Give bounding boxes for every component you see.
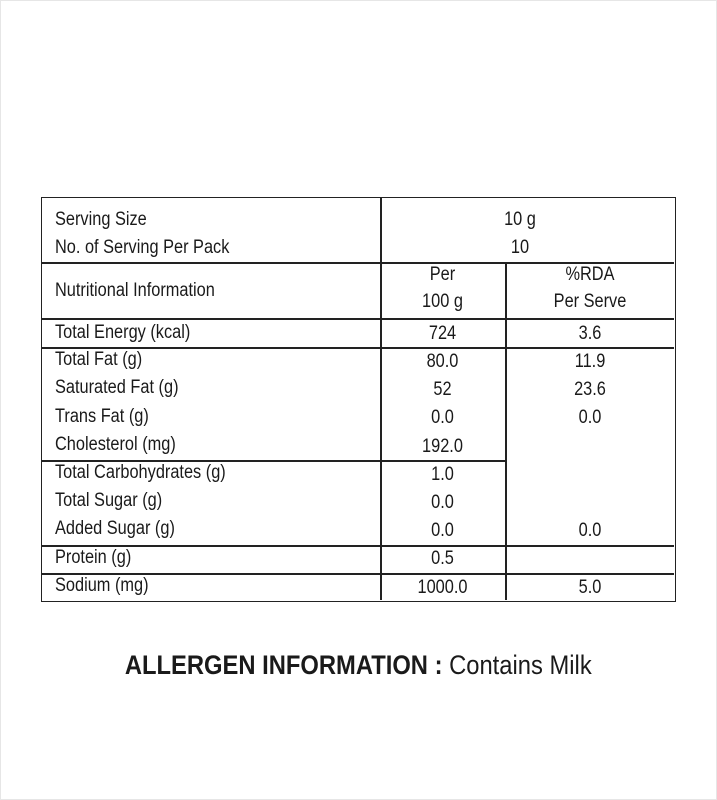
row-divider-carbs [42,545,674,547]
row-rda: 11.9 [574,351,606,372]
row-name: Protein (g) [55,547,132,568]
row-per100: 52 [433,379,452,400]
allergen-label: ALLERGEN INFORMATION : [125,650,443,680]
row-name: Added Sugar (g) [55,518,175,539]
row-name: Total Energy (kcal) [55,322,191,343]
row-per100: 0.5 [431,548,454,569]
row-rda: 23.6 [574,379,606,400]
row-per100: 1000.0 [417,577,468,598]
row-name: Total Carbohydrates (g) [55,462,226,483]
serving-count-label: No. of Serving Per Pack [55,237,230,258]
rda-header-line2: Per Serve [553,291,627,312]
row-rda: 3.6 [578,323,602,344]
row-name: Cholesterol (mg) [55,434,176,455]
row-name: Trans Fat (g) [55,406,149,427]
allergen-information [0,650,717,680]
row-rda: 0.0 [578,520,602,541]
serving-size-value: 10 g [504,209,536,230]
row-per100: 192.0 [422,436,463,457]
row-per100: 0.0 [431,407,454,428]
row-name: Sodium (mg) [55,575,149,596]
per100-header-line2: 100 g [422,291,463,312]
row-name: Total Sugar (g) [55,490,163,511]
serving-count-value: 10 [510,237,530,258]
allergen-value: Contains Milk [449,650,592,680]
row-divider-fat-per100 [380,460,505,462]
nutritional-information-header: Nutritional Information [55,280,215,301]
row-per100: 724 [428,323,457,344]
row-per100: 0.0 [431,520,454,541]
row-divider-header [42,318,674,320]
per100-header-line1: Per [429,264,456,285]
row-rda: 0.0 [578,407,602,428]
serving-size-label: Serving Size [55,209,147,230]
row-per100: 80.0 [426,351,459,372]
col-divider-2 [505,262,507,600]
rda-header-line1: %RDA [565,264,615,285]
col-divider-1 [380,198,382,600]
row-name: Total Fat (g) [55,349,143,370]
row-per100: 0.0 [431,492,454,513]
row-per100: 1.0 [431,464,454,485]
row-name: Saturated Fat (g) [55,377,179,398]
row-rda: 5.0 [578,577,602,598]
